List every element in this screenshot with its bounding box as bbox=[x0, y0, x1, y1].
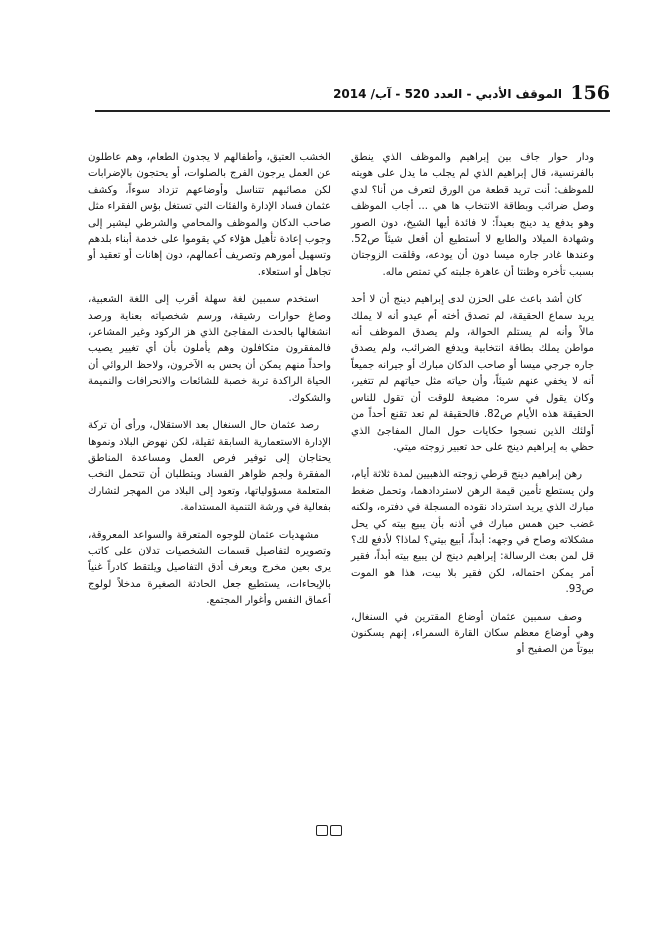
left-column bbox=[88, 150, 331, 621]
end-of-page-ornament bbox=[316, 825, 344, 837]
paragraph: وصف سمبين عثمان أوضاع المقترين في السنغال، وهي أوضاع معظم سكان القارة السمراء، إنهم يسكنون بيوتاً من الصفيح أو bbox=[351, 611, 594, 656]
ornament-box-icon bbox=[316, 825, 328, 836]
page-number: 156 bbox=[570, 82, 610, 104]
ornament-box-icon bbox=[330, 825, 342, 836]
paragraph: الخشب العتيق، وأطفالهم لا يجدون الطعام، وهم عاطلون عن العمل يرجون الفرج بالصلوات، أو يحتجون بالإضرابات لكن مصائبهم تتناسل وأوضاعهم تزداد سوءاً، وكشف عثمان فساد الإدارة والفئات التي تستغل بؤس الفقراء مثل صاحب الدكان والموظف والمحامي والشرطي ليشير إلى وجوب إعادة تأهيل هؤلاء كي يقوموا على خدمة أبناء بلدهم وتسهيل أمورهم وتصريف أعمالهم، دون إهانات أو تعقيد أو تجاهل أو استعلاء. bbox=[88, 152, 331, 278]
right-column bbox=[351, 150, 594, 670]
header-divider bbox=[95, 110, 610, 112]
paragraph: كان أشد باعث على الحزن لدى إبراهيم دينج أن لا أحد يريد سماع الحقيقة، لم تصدق أخته أم عيدو أنه لا يملك مالاً وأنه لم يستلم الحوالة، ولم يصدق الموظف أنه مواطن يملك بطاقة انتخابية ويدفع الضرائب، ولم يصدق جاره جرجي ميسا أو صاحب الدكان مبارك أو جيرانه جميعاً أنه لا يخفي عنهم شيئاً، وأن حياته مثل حياتهم لم تتغير، وكان يقول في سره: مضيعة للوقت أن تقول للناس الحقيقة هذه الأيام ص82. فالحقيقة لم تعد تقنع أحداً من أولئك الذين نسجوا حكايات حول المال المفاجئ الذي حظي به إبراهيم دينج على حد تعبير زوجته ميتي. bbox=[351, 294, 594, 453]
page-header bbox=[95, 80, 610, 108]
paragraph: استخدم سمبين لغة سهلة أقرب إلى اللغة الشعبية، وصاغ حوارات رشيقة، ورسم شخصياته بعناية ورصد انشغالها بالحدث المفاجئ الذي هز الركود وغير المشاعر، فالمفقرون متكافلون وهم يأملون بأن أي تغيير يصيب واحداً منهم يمكن أن يحس به الآخرون، ولاحظ الروائي أن الحياة الراكدة تربة خصبة للشائعات والانحرافات والنميمة والشكوك. bbox=[88, 294, 331, 404]
paragraph: رهن إبراهيم دينج قرطي زوجته الذهبيين لمدة ثلاثة أيام، ولن يستطع تأمين قيمة الرهن لاستردادهما، وتحمل ضغط مبارك الذي يريد استرداد نقوده المسجلة في دفتره، ولكنه غضب حين همس مبارك في أذنه بأن يبيع بيته كي يحل مشكلاته وصاح في وجهه: أبداً، أبيع بيتي؟ لماذا؟ لأدفع لك؟ قل لمن بعث الرسالة: إبراهيم دينج لن يبيع بيته أبداً، فقير أمر يمكن احتماله، لكن فقير بلا بيت، هذا هو الموت ص93. bbox=[351, 469, 594, 596]
paragraph: مشهديات عثمان للوجوه المتعرقة والسواعد المعروقة، وتصويره لتفاصيل قسمات الشخصيات تدلان على كاتب يرى بعين مخرج ويعرف أدق التفاصيل ويلتقط كادراً غنياً بالإيحاءات، يستطيع جعل الحادثة الصغيرة مدخلاً لولوج أعماق النفس وأغوار المجتمع. bbox=[88, 529, 331, 607]
running-title: الموقف الأدبي - العدد 520 - آب/ 2014 bbox=[333, 87, 562, 101]
paragraph: ودار حوار جاف بين إبراهيم والموظف الذي ينطق بالفرنسية، قال إبراهيم الذي لم يجلب ما يدل على هويته للموظف: أنت تريد قطعة من الورق لتعرف من أنا؟ لدي وصل ضرائب وبطاقة الانتخاب ها هي ... أجاب الموظف وهو يدفع يد دينج بعيداً: لا فائدة أيها الشيخ، دون الصور وشهادة الميلاد والطابع لا أستطيع أن أفعل شيئاً ص52. وعندها غادر جاره ميسا دون أن يودعه، وقلقت الزوجتان بسبب تأخره وظنتا أن عاهرة جلبته كي تمتص ماله. bbox=[351, 152, 594, 278]
paragraph: رصد عثمان حال السنغال بعد الاستقلال، ورأى أن تركة الإدارة الاستعمارية السابقة ثقيلة، لكن نهوض البلاد ونموها يحتاجان إلى توفير فرص العمل ومساعدة المناطق المفقرة ولجم ظواهر الفساد ويتطلبان أن تتحمل النخب المتعلمة مسؤولياتها، وتعود إلى البلاد من المهجر لتشارك بفعالية في ورشة التنمية المستدامة. bbox=[88, 420, 331, 514]
